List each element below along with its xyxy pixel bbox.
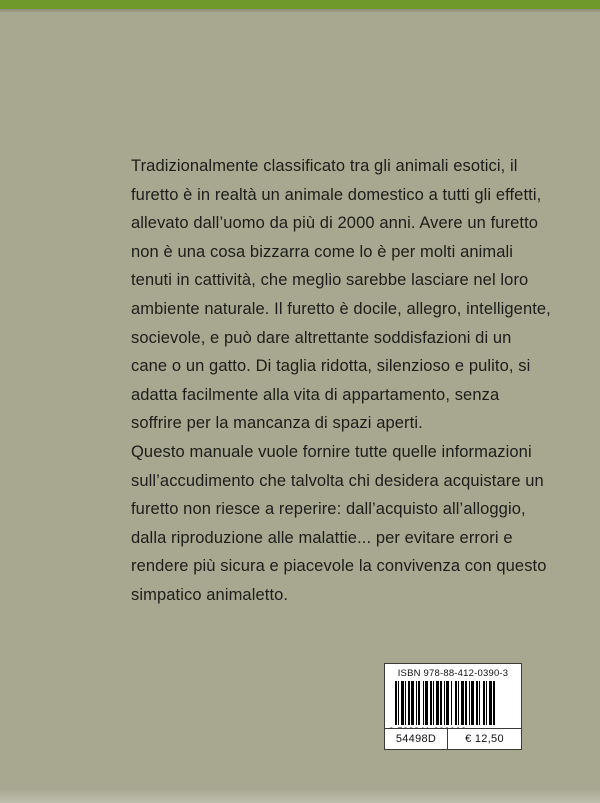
price-label: € 12,50 bbox=[465, 733, 504, 745]
internal-code: 54498D bbox=[385, 729, 448, 749]
blurb-paragraph-2: Questo manuale vuole fornire tutte quelle informazioni sull’accudimento che talvolta chi desidera acquistare un furetto non riesce a reperire: dall’acquisto all’alloggio, dalla riproduzione alle malattie... per evitare errori e rendere più sicura e piacevole la convivenza con questo simpatico animaletto. bbox=[131, 442, 547, 604]
barcode-bars bbox=[395, 681, 511, 725]
back-cover-blurb bbox=[131, 152, 551, 610]
blurb-paragraph-1: Tradizionalmente classificato tra gli animali esotici, il furetto è in realtà un animale domestico a tutti gli effetti, allevato dall’uomo da più di 2000 anni. Avere un furetto non è una cosa bizzarra come lo è per molti animali tenuti in cattività, che meglio sarebbe lasciare nel loro ambiente naturale. Il furetto è docile, allegro, intelligente, socievole, e può dare altrettante soddisfazioni di un cane o un gatto. Di taglia ridotta, silenzioso e pulito, si adatta facilmente alla vita di appartamento, senza soffrire per la mancanza di spazi aperti. bbox=[131, 157, 551, 433]
top-band-shadow bbox=[0, 9, 600, 13]
price-row bbox=[384, 728, 522, 750]
isbn-label: ISBN 978-88-412-0390-3 bbox=[397, 668, 509, 679]
bottom-edge bbox=[0, 789, 600, 803]
top-accent-band bbox=[0, 0, 600, 9]
